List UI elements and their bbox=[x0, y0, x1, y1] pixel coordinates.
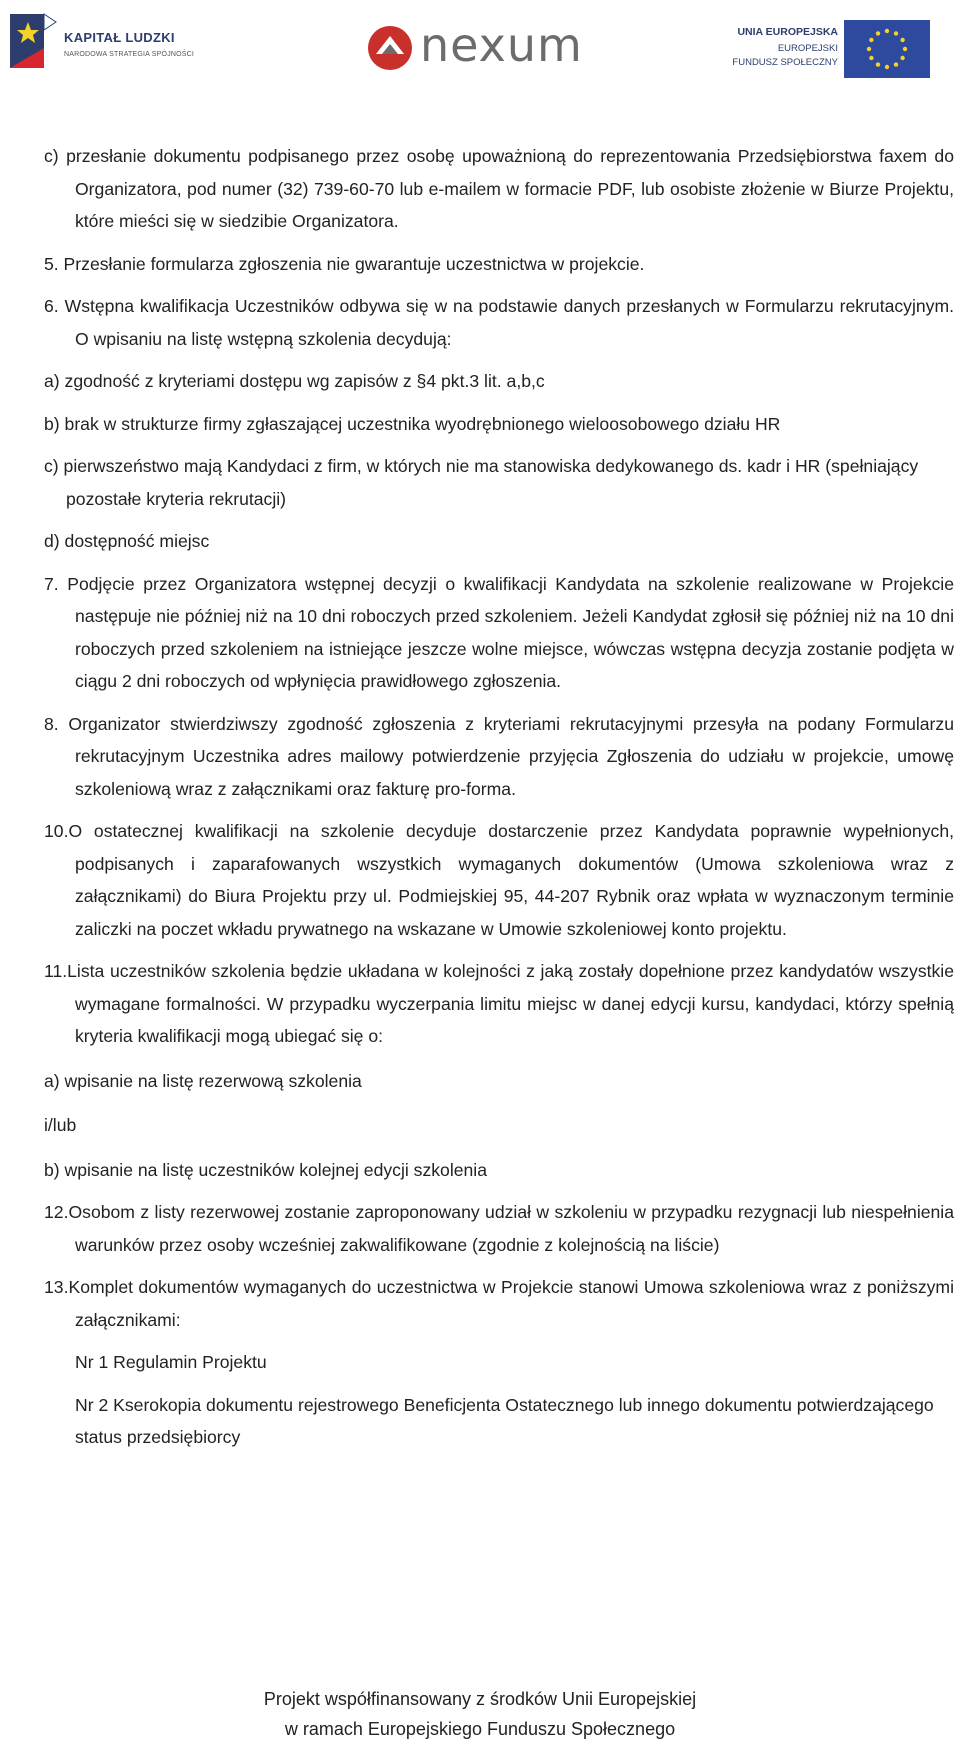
paragraph-11: 11.Lista uczestników szkolenia będzie układana w kolejności z jaką zostały dopełnione przez kandydatów wszystkie wymagane formalności. W przypadku wyczerpania limitu miejsc w danej edycji kursu, kandydaci, którzy spełnią kryteria kwalifikacji mogą ubiegać się o: bbox=[44, 961, 954, 1046]
logo-left-subtitle: NARODOWA STRATEGIA SPÓJNOŚCI bbox=[64, 51, 195, 58]
paragraph-c-submission: c) przesłanie dokumentu podpisanego przez osobę upoważnioną do reprezentowania Przedsiębiorstwa faxem do Organizatora, pod numer (32) 739-60-70 lub e-mailem w formacie PDF, lub osobiste złożenie w Biurze Projektu, które mieści się w siedzibie Organizatora. bbox=[44, 146, 954, 231]
paragraph-6c: c) pierwszeństwo mają Kandydaci z firm, w których nie ma stanowiska dedykowanego ds. kadr i HR (spełniający pozostałe kryteria rekrutacji) bbox=[44, 456, 919, 509]
eu-logo bbox=[712, 16, 930, 82]
nexum-mark-icon bbox=[366, 24, 414, 72]
nexum-wordmark: nexum bbox=[420, 18, 583, 72]
logo-left-title: KAPITAŁ LUDZKI bbox=[64, 30, 175, 45]
page-footer bbox=[0, 1684, 960, 1744]
paragraph-8: 8. Organizator stwierdziwszy zgodność zgłoszenia z kryteriami rekrutacyjnymi przesyła na podany Formularzu rekrutacyjnym Uczestnika adres mailowy potwierdzenie przyjęcia Zgłoszenia do udziału w projekcie, umowę szkoleniową wraz z załącznikami oraz fakturę pro-forma. bbox=[44, 713, 954, 799]
paragraph-11b: b) wpisanie na listę uczestników kolejnej edycji szkolenia bbox=[44, 1159, 487, 1180]
paragraph-11a: a) wpisanie na listę rezerwową szkolenia bbox=[44, 1070, 362, 1091]
paragraph-13: 13.Komplet dokumentów wymaganych do uczestnictwa w Projekcie stanowi Umowa szkoleniowa wraz z poniższymi załącznikami: bbox=[44, 1277, 954, 1330]
paragraph-6d: d) dostępność miejsc bbox=[44, 531, 210, 551]
paragraph-6a: a) zgodność z kryteriami dostępu wg zapisów z §4 pkt.3 lit. a,b,c bbox=[44, 371, 545, 391]
kapital-ludzki-logo bbox=[8, 8, 208, 74]
paragraph-6: 6. Wstępna kwalifikacja Uczestników odbywa się w na podstawie danych przesłanych w Formularzu rekrutacyjnym. O wpisaniu na listę wstępną szkolenia decydują: bbox=[44, 296, 954, 349]
paragraph-7: 7. Podjęcie przez Organizatora wstępnej decyzji o kwalifikacji Kandydata na szkolenie realizowane w Projekcie następuje nie później niż na 10 dni roboczych przed szkoleniem. Jeżeli Kandydat zgłosił się później niż na 10 dni roboczych przed szkoleniem na istniejące jeszcze wolne miejsce, wówczas wstępna decyzja zostanie podjęta w ciągu 2 dni roboczych od wpłynięcia prawidłowego zgłoszenia. bbox=[44, 573, 954, 691]
document-body bbox=[44, 140, 954, 1454]
kapital-ludzki-emblem bbox=[8, 8, 58, 74]
paragraph-10: 10.O ostatecznej kwalifikacji na szkolenie decyduje dostarczenie przez Kandydata poprawnie wypełnionych, podpisanych i zaparafowanych wszystkich wymaganych dokumentów (Umowa szkoleniowa wraz z załącznikami) do Biura Projektu przy ul. Podmiejskiej 95, 44-207 Rybnik oraz wpłata w wyznaczonym terminie zaliczki na poczet wkładu prywatnego na wskazane w Umowie szkoleniowej konto projektu. bbox=[44, 821, 954, 939]
paragraph-11-or: i/lub bbox=[44, 1115, 77, 1135]
paragraph-13-attachment-1: Nr 1 Regulamin Projektu bbox=[75, 1352, 267, 1372]
paragraph-6b: b) brak w strukturze firmy zgłaszającej uczestnika wyodrębnionego wieloosobowego działu HR bbox=[44, 413, 781, 434]
page-header bbox=[0, 0, 960, 90]
logo-right-line3: FUNDUSZ SPOŁECZNY bbox=[732, 57, 838, 68]
nexum-logo bbox=[366, 18, 583, 78]
footer-line-1: Projekt współfinansowany z środków Unii Europejskiej bbox=[263, 1689, 697, 1709]
footer-line-2: w ramach Europejskiego Funduszu Społecznego bbox=[284, 1719, 676, 1739]
logo-right-line2: EUROPEJSKI bbox=[777, 43, 838, 54]
eu-flag-icon bbox=[844, 20, 930, 78]
paragraph-13-attachment-2: Nr 2 Kserokopia dokumentu rejestrowego Beneficjenta Ostatecznego lub innego dokumentu potwierdzającego status przedsiębiorcy bbox=[75, 1394, 934, 1447]
paragraph-12: 12.Osobom z listy rezerwowej zostanie zaproponowany udział w szkoleniu w przypadku rezygnacji lub niespełnienia warunków przez osoby wcześniej zakwalifikowane (zgodnie z kolejnością na liście) bbox=[44, 1202, 954, 1255]
paragraph-5: 5. Przesłanie formularza zgłoszenia nie gwarantuje uczestnictwa w projekcie. bbox=[44, 253, 645, 274]
logo-right-line1: UNIA EUROPEJSKA bbox=[737, 26, 838, 38]
